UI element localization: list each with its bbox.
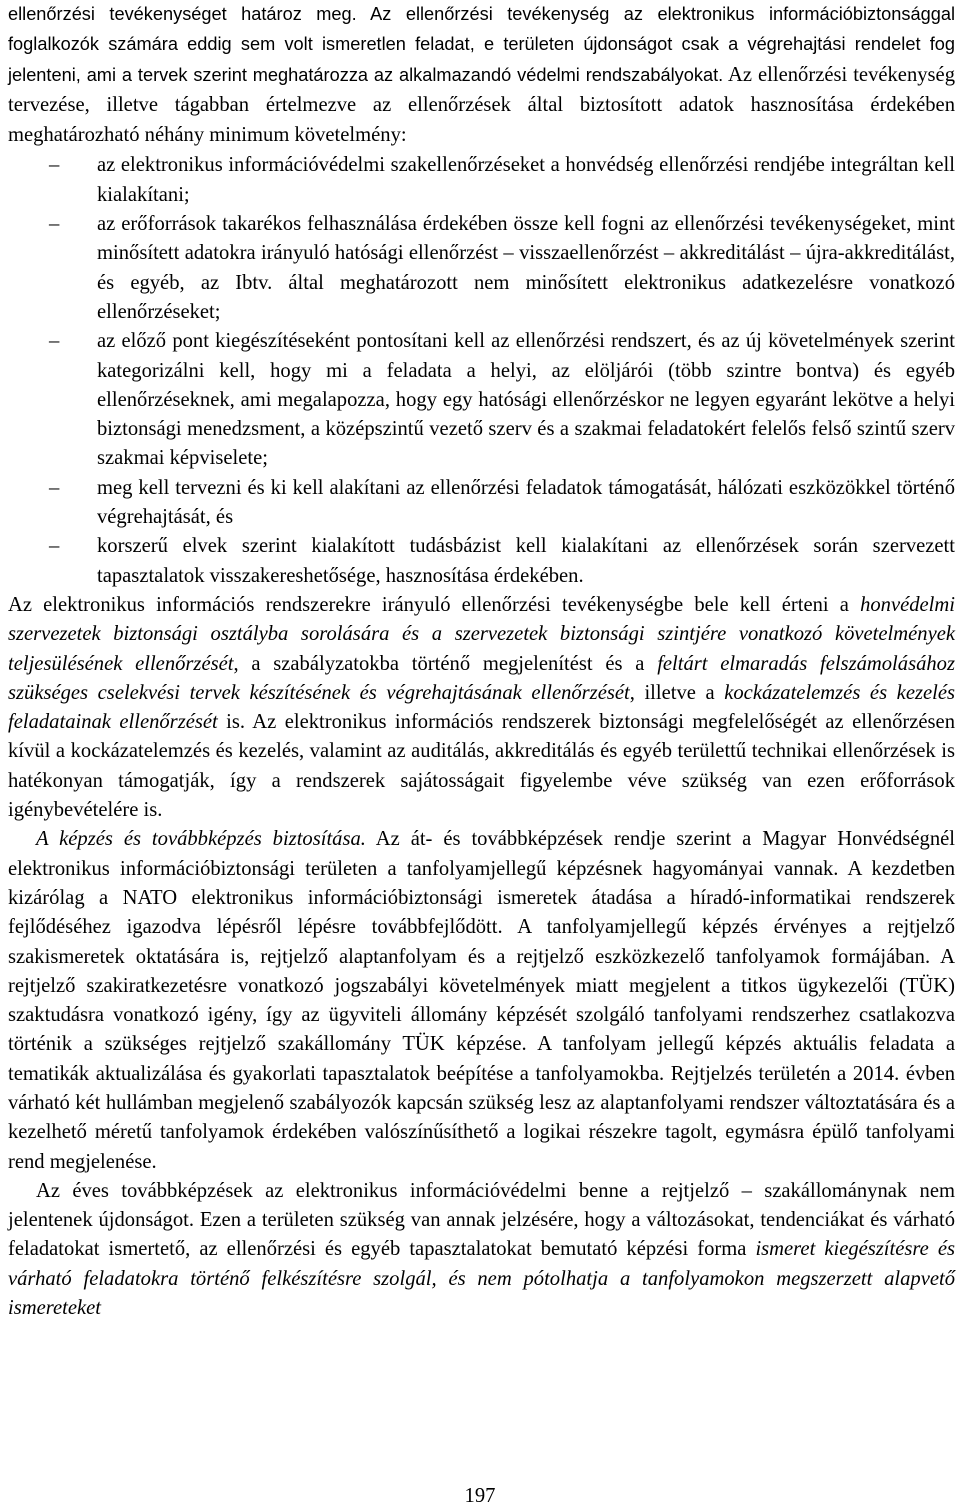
list-item — [8, 151, 955, 210]
dash-bullet-icon: – — [49, 476, 60, 499]
requirements-list — [8, 151, 955, 590]
document-page — [8, 0, 955, 1323]
list-item-text: meg kell tervezni és ki kell alakítani az ellenőrzési feladatok támogatását, hálózati eszközökkel történő végrehajtását, és — [97, 476, 955, 529]
dash-bullet-icon: – — [49, 213, 60, 236]
paragraph-annual-training — [8, 1177, 955, 1323]
dash-bullet-icon: – — [49, 154, 60, 177]
paragraph-text-serif: Az ellenőrzési tevékenység tervezése, illetve tágabban értelmezve az ellenőrzések által biztosított adatok hasznosítása érdekében meghatározható néhány minimum követelmény: — [8, 63, 955, 147]
list-item — [8, 474, 955, 533]
text-run: Az át- és továbbképzések rendje szerint a Magyar Honvédségnél elektronikus információbiztonsági területen a tanfolyamjellegű képzésnek hagyományai vannak. A kezdetben kizárólag a NATO elektronikus információbiztonsági ismeretek átadása a híradó-informatikai rendszerek fejlődéséhez igazodva lépésről lépésre továbbfejlődött. A tanfolyamjellegű képzés érvényes a rejtjelző szakismeretek oktatására is, rejtjelző alaptanfolyam és a rejtjelző eszközkezelő tanfolyamok formájában. A rejtjelző szakiratkezetésre vonatkozó jogszabályi követelmények miatt megjelent a titkos ügykezelői (TÜK) szaktudásra vonatkozó igény, így az ügyviteli állomány képzését szolgáló tanfolyami rendszerhez csatlakozva történik a szükséges rejtjelző szakállomány TÜK képzése. A tanfolyam jellegű képzés aktuális feladata a tematikák aktualizálása és gyakorlati tapasztalatok beépítése a tanfolyamokba. Rejtjelzés területén a 2014. évben várható két hullámban megjelenő szabályozók kapcsán szükség lesz az alaptanfolyami rendszer változtatására és a kezelhető méretű tanfolyamok érdekében valószínűsíthető a logikai részekre tagolt, egymásra épülő tanfolyami rend megjelenése. — [8, 828, 956, 1173]
text-run: , a szabályzatokba történő megjelenítést és a — [233, 652, 658, 675]
emphasis-run: honvédelmi szervezetek biztonsági osztályba sorolására és a szervezetek biztonsági szintjére vonatkozó követelmények teljesülésének ellenőrzését — [8, 593, 955, 675]
paragraph-training — [8, 825, 955, 1177]
text-run: , illetve a — [629, 681, 725, 704]
text-run: Az éves továbbképzések az elektronikus információvédelmi benne a rejtjelző – szakállománynak nem jelentenek újdonságot. Ezen a területen szükség van annak jelzésére, hogy a változásokat, tendenciákat és várható feladatokat ismertető, az ellenőrzési és egyéb tapasztalatokat bemutató képzési forma — [8, 1179, 955, 1261]
dash-bullet-icon: – — [49, 535, 60, 558]
page-number: 197 — [464, 1485, 496, 1507]
list-item-text: az elektronikus információvédelmi szakellenőrzéseket a honvédség ellenőrzési rendjébe integráltan kell kialakítani; — [97, 154, 955, 206]
list-item-text: az erőforrások takarékos felhasználása érdekében össze kell fogni az ellenőrzési tevékenységeket, mint minősített adatokra irányuló hatósági ellenőrzést – visszaellenőrzést – akkreditálást – újra-akkreditálást, és egyéb, az Ibtv. által meghatározott nem minősített elektronikus adatkezelésre vonatkozó ellenőrzéseket; — [97, 213, 955, 323]
paragraph-text-sans: ellenőrzési tevékenységet határoz meg. Az ellenőrzési tevékenység az elektronikus információbiztonsággal foglalkozók számára eddig sem volt ismeretlen feladat, e területen újdonságot csak a végrehajtási rendelet fog jelenteni, ami a tervek szerint meghatározza az alkalmazandó védelmi rendszabályokat. — [8, 4, 955, 85]
list-item-text: korszerű elvek szerint kialakított tudásbázist kell kialakítani az ellenőrzések során szervezett tapasztalatok visszakereshetősége, hasznosítása érdekében. — [97, 535, 955, 587]
emphasis-run: feltárt elmaradás felszámolásához szükséges cselekvési tervek készítésének és végrehajtásának ellenőrzését — [8, 652, 955, 704]
dash-bullet-icon: – — [49, 330, 60, 353]
list-item — [8, 210, 955, 327]
list-item-text: az előző pont kiegészítéseként pontosítani kell az ellenőrzési rendszert, és az új követelmények szerint kategorizálni kell, hogy mi a feladata a helyi, az elöljárói (több szintre bontva) és egyéb ellenőrzéseknek, ami megalapozza, hogy egy hatósági ellenőrzéskor ne legyen egyaránt lekötve a helyi biztonsági menedzsment, a középszintű vezető szerv és a szakmai feladatokért felelős felső szintű szerv szakmai képviselete; — [97, 330, 955, 470]
list-item — [8, 532, 955, 591]
list-item — [8, 327, 955, 473]
section-heading-inline: A képzés és továbbképzés biztosítása. — [36, 828, 366, 851]
paragraph-inspection-intro — [8, 0, 955, 151]
text-run: Az elektronikus információs rendszerekre irányuló ellenőrzési tevékenységbe bele kell érteni a — [8, 593, 861, 616]
emphasis-run: ismeret kiegészítésre és várható feladatokra történő felkészítésre szolgál, és nem pótolhatja a tanfolyamokon megszerzett alapvető ismereteket — [8, 1238, 956, 1320]
text-run: is. Az elektronikus információs rendszerek biztonsági megfelelőségét az ellenőrzésen kívül a kockázatelemzés és kezelés, valamint az auditálás, akkreditálás és egyéb területtű technikai ellenőrzések is hatékonyan támogatják, így a rendszerek sajátosságait figyelembe véve szükség van ezen erőforrások igénybevételére is. — [8, 711, 955, 822]
paragraph-inspection-scope — [8, 591, 955, 825]
emphasis-run: kockázatelemzés és kezelés feladatainak ellenőrzését — [8, 681, 955, 734]
